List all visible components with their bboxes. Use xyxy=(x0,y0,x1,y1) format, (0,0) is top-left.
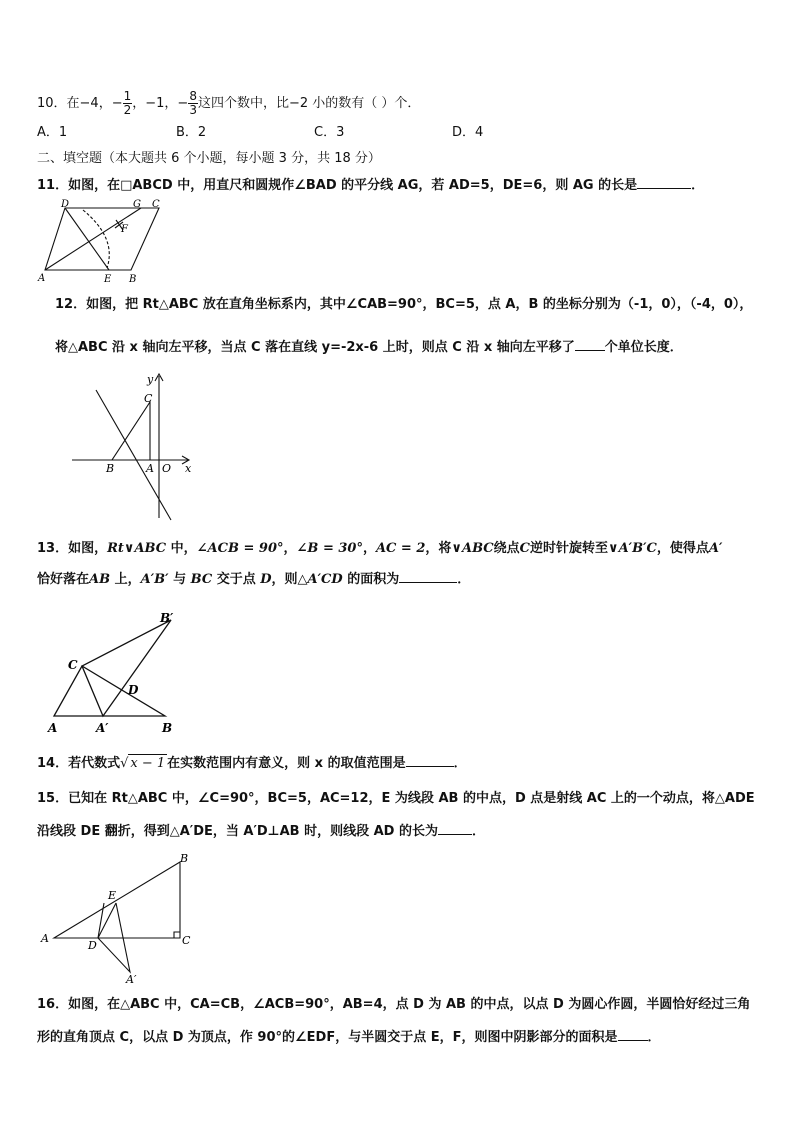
q13-text-h: 上， xyxy=(110,572,141,587)
q13-text-l: 的面积为 xyxy=(342,572,400,587)
q13-angle-b: ∠B = 30° xyxy=(296,541,363,556)
q11-label-b: B xyxy=(129,274,137,285)
q12-line2-end: 个单位长度． xyxy=(604,340,683,355)
q12-label-b: B xyxy=(106,462,115,475)
q13-text-g: 恰好落在 xyxy=(37,572,90,587)
q13-label-b1: B′ xyxy=(160,611,174,625)
q12-label-a: A xyxy=(146,462,154,475)
q10-option-a: A．1 xyxy=(37,125,68,140)
q13-segment-bc: BC xyxy=(190,572,213,587)
q10-stem xyxy=(37,86,420,122)
q15-label-d: D xyxy=(88,939,97,952)
q12-label-y: y xyxy=(147,373,154,386)
q13-segment-ab: AB xyxy=(89,572,111,587)
q11-label-c: C xyxy=(152,199,160,210)
q11-segment-ag xyxy=(45,208,141,270)
q15-figure-fold xyxy=(38,850,198,990)
q15-line2-text: 沿线段 DE 翻折，得到△A′DE，当 A′D⊥AB 时，则线段 AD 的长为 xyxy=(37,824,438,839)
q13-rt-abc: Rt∨ABC xyxy=(107,541,167,556)
q12-line-y-eq-neg2x-minus6 xyxy=(96,390,171,520)
q14-text-post: 在实数范围内有意义，则 x 的取值范围是 xyxy=(167,756,406,771)
q15-line1: 15．已知在 Rt△ABC 中，∠C=90°，BC=5，AC=12，E 为线段 AB 的中点，D 点是射线 AC 上的一个动点，将△ADE xyxy=(37,791,755,806)
q12-label-x: x xyxy=(185,462,192,475)
q13-label-a1: A′ xyxy=(96,721,109,735)
q14-end: ． xyxy=(453,756,467,771)
q10-option-c: C．3 xyxy=(314,125,345,140)
q13-point-a1: A′ xyxy=(708,541,723,556)
section-title-fill-in: 二、填空题（本大题共 6 个小题，每小题 3 分，共 18 分） xyxy=(37,151,381,166)
q12-label-o: O xyxy=(162,462,172,475)
q13-triangle-abc: ∨ABC xyxy=(451,541,494,556)
q13-answer-blank xyxy=(399,570,457,583)
q15-label-b: B xyxy=(180,852,189,865)
q13-triangle-a1b1c-shape xyxy=(82,620,171,716)
q13-ac-length: AC = 2 xyxy=(375,541,426,556)
q11-label-e: E xyxy=(104,274,112,285)
q13-label-c: C xyxy=(68,658,78,672)
q15-end: ． xyxy=(471,824,485,839)
q13-angle-acb: ∠ACB = 90° xyxy=(196,541,284,556)
q13-text-e: 逆时针旋转至 xyxy=(530,541,609,556)
q10-middle: ，−1，− xyxy=(132,96,189,111)
q15-line2 xyxy=(37,822,485,841)
q13-text-c: ，将 xyxy=(425,541,452,556)
q13-label-a: A xyxy=(48,721,58,735)
q14-sqrt-expression: √ x − 1 xyxy=(120,756,166,771)
q14-answer-blank xyxy=(406,754,454,767)
q13-triangle-a1cd: A′CD xyxy=(307,572,343,587)
q13-line2 xyxy=(37,570,470,589)
q13-triangle-abc-shape xyxy=(54,666,165,716)
q11-segment-de xyxy=(65,208,109,270)
q12-label-c: C xyxy=(144,392,153,405)
q16-line2 xyxy=(37,1028,661,1047)
q13-sep-2: ， xyxy=(362,541,376,556)
q13-sep-1: ， xyxy=(283,541,297,556)
q11-label-d: D xyxy=(61,199,70,210)
q13-label-b: B xyxy=(162,721,173,735)
q11-end: ． xyxy=(691,178,705,193)
q12-answer-blank xyxy=(575,338,605,351)
q11-answer-blank xyxy=(637,176,691,189)
q13-text-a: 13．如图， xyxy=(37,541,108,556)
q11-label-g: G xyxy=(133,199,141,210)
q15-label-c: C xyxy=(182,934,191,947)
q12-line2 xyxy=(55,338,683,357)
q13-text-b: 中， xyxy=(166,541,197,556)
q13-segment-a1b1: A′B′ xyxy=(140,572,169,587)
q13-triangle-a1b1c: ∨A′B′C xyxy=(608,541,657,556)
q14-text-pre: 14．若代数式 xyxy=(37,756,121,771)
q16-line1: 16．如图，在△ABC 中，CA=CB，∠ACB=90°，AB=4，点 D 为 AB 的中点，以点 D 为圆心作圆，半圆恰好经过三角 xyxy=(37,997,751,1012)
q14-stem xyxy=(37,754,467,773)
q10-option-b: B．2 xyxy=(176,125,207,140)
q13-text-d: 绕点 xyxy=(493,541,520,556)
q11-label-a: A xyxy=(38,273,46,284)
q12-line1: 12．如图，把 Rt△ABC 放在直角坐标系内，其中∠CAB=90°，BC=5，点 A，B 的坐标分别为（-1，0），（-4，0）， xyxy=(55,297,753,312)
q12-figure-coordinate-plane xyxy=(70,368,200,526)
q16-line2-text: 形的直角顶点 C，以点 D 为顶点，作 90°的∠EDF，与半圆交于点 E，F，则图中阴影部分的面积是 xyxy=(37,1030,618,1045)
q13-point-d: D xyxy=(260,572,272,587)
q13-text-i: 与 xyxy=(168,572,191,587)
q11-stem xyxy=(37,176,704,195)
q12-line2-text: 将△ABC 沿 x 轴向左平移，当点 C 落在直线 y=-2x-6 上时，则点 C 沿 x 轴向左平移了 xyxy=(55,340,575,355)
q13-text-j: 交于点 xyxy=(212,572,261,587)
q13-figure-rotation xyxy=(40,608,190,738)
q11-text: 11．如图，在□ABCD 中，用直尺和圆规作∠BAD 的平分线 AG，若 AD=5，DE=6，则 AG 的长是 xyxy=(37,178,638,193)
q15-label-a1: A′ xyxy=(126,973,137,986)
q13-end: ． xyxy=(457,572,471,587)
q13-text-f: ，使得点 xyxy=(656,541,709,556)
q15-triangle-abc-shape xyxy=(54,862,180,938)
q13-text-k: ，则△ xyxy=(271,572,308,587)
q10-fraction-half: $\frac{1}{2}$ xyxy=(123,89,132,117)
q10-suffix: 这四个数中，比−2 小的数有（ ）个． xyxy=(197,96,421,111)
q13-label-d: D xyxy=(128,683,139,697)
q15-answer-blank xyxy=(438,822,472,835)
q10-prefix: 10．在−4，− xyxy=(37,96,123,111)
q14-radicand: x − 1 xyxy=(130,756,166,771)
q16-end: ． xyxy=(647,1030,661,1045)
q15-label-e: E xyxy=(108,889,117,902)
q13-line1 xyxy=(37,540,722,558)
q10-fraction-eight-thirds: $\frac{8}{3}$ xyxy=(189,89,197,117)
q16-answer-blank xyxy=(618,1028,648,1041)
q15-label-a: A xyxy=(41,932,49,945)
q11-label-f: F xyxy=(121,224,128,235)
q13-point-c: C xyxy=(519,541,531,556)
q10-option-d: D．4 xyxy=(452,125,484,140)
q11-figure-parallelogram xyxy=(35,198,165,288)
